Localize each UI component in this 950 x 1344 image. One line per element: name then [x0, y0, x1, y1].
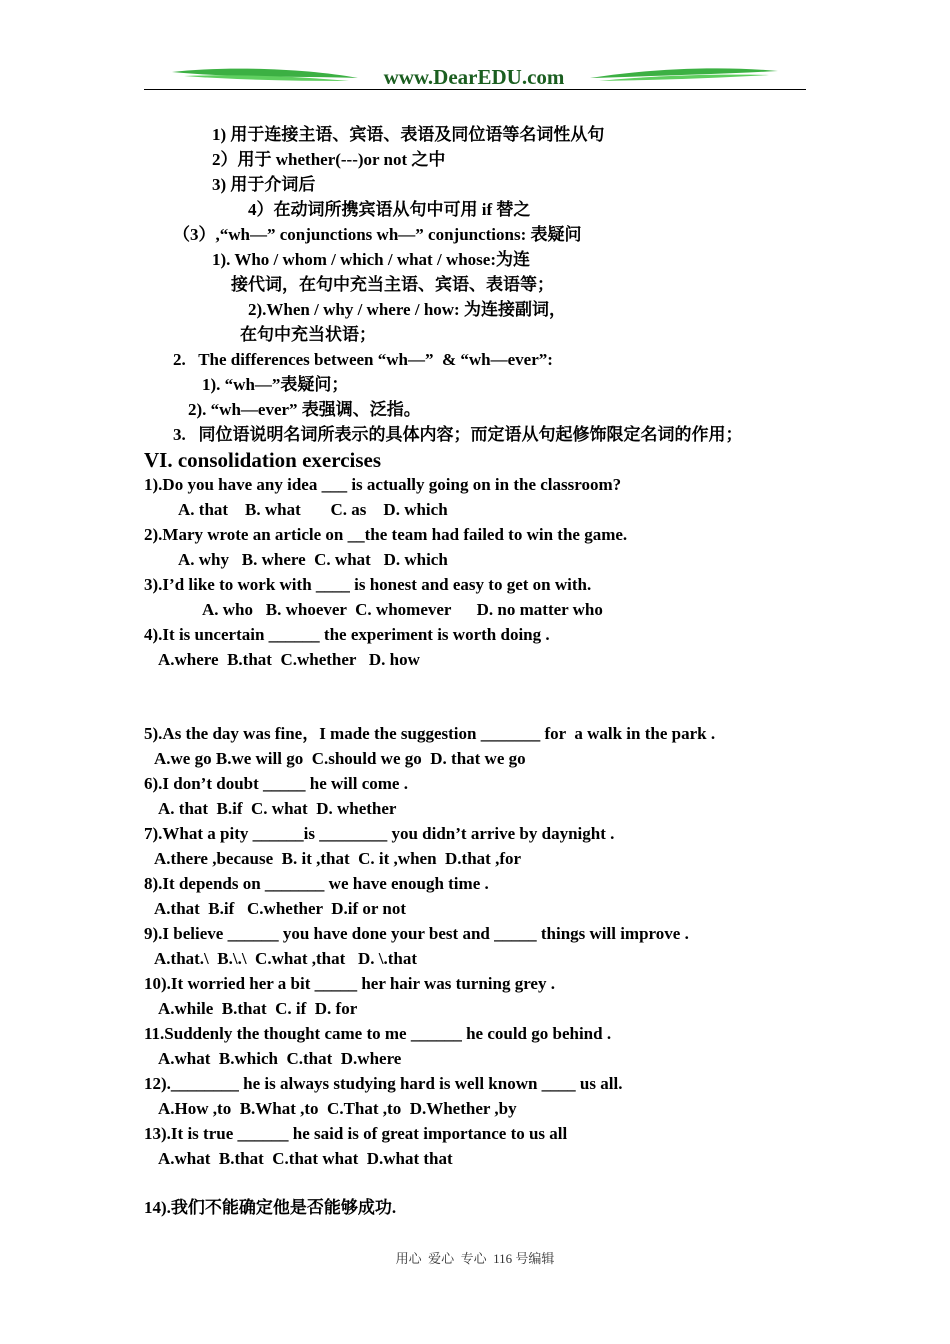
options-line: A.what B.that C.that what D.what that	[158, 1149, 453, 1168]
options-line: A. that B.if C. what D. whether	[158, 799, 397, 818]
question-line: 7).What a pity ______is ________ you didn’t arrive by daynight .	[144, 824, 615, 843]
note-line: 在句中充当状语；	[240, 325, 376, 344]
page-footer: 用心 爱心 专心 116 号编辑	[395, 1251, 555, 1266]
options-line: A. who B. whoever C. whomever D. no matter who	[202, 600, 603, 619]
question-line: 9).I believe ______ you have done your best and _____ things will improve .	[144, 924, 689, 943]
options-line: A.while B.that C. if D. for	[158, 999, 358, 1018]
options-line: A.we go B.we will go C.should we go D. that we go	[154, 749, 526, 768]
header-logo-banner	[144, 62, 806, 92]
options-line: A.there ,because B. it ,that C. it ,when D.that ,for	[154, 849, 522, 868]
note-line: 1). Who / whom / which / what / whose:为连	[212, 250, 530, 269]
note-line: （3）,“wh—” conjunctions wh—” conjunctions: 表疑问	[173, 225, 582, 244]
options-line: A.that B.if C.whether D.if or not	[154, 899, 406, 918]
note-line: 1) 用于连接主语、宾语、表语及同位语等名词性从句	[212, 125, 605, 144]
note-line: 接代词，在句中充当主语、宾语、表语等；	[231, 275, 554, 294]
options-line: A.that.\ B.\.\ C.what ,that D. \.that	[154, 949, 418, 968]
options-line: A.where B.that C.whether D. how	[158, 650, 420, 669]
section-title: VI. consolidation exercises	[144, 448, 382, 472]
question-line: 13).It is true ______ he said is of great importance to us all	[144, 1124, 568, 1143]
question-line: 11.Suddenly the thought came to me ______ he could go behind .	[144, 1024, 612, 1043]
dearedu-logo	[144, 62, 806, 92]
header-divider	[144, 89, 806, 90]
translation-question: 14).我们不能确定他是否能够成功.	[144, 1198, 397, 1217]
note-line: 2. The differences between “wh—” & “wh—ever”:	[173, 350, 553, 369]
note-line: 3. 同位语说明名词所表示的具体内容；而定语从句起修饰限定名词的作用；	[173, 425, 743, 444]
question-line: 3).I’d like to work with ____ is honest and easy to get on with.	[144, 575, 592, 594]
question-line: 12).________ he is always studying hard is well known ____ us all.	[144, 1074, 623, 1093]
question-line: 6).I don’t doubt _____ he will come .	[144, 774, 408, 793]
note-line: 2).When / why / where / how: 为连接副词，	[248, 300, 566, 319]
options-line: A. that B. what C. as D. which	[178, 500, 448, 519]
note-line: 2). “wh—ever” 表强调、泛指。	[188, 400, 421, 419]
question-line: 5).As the day was fine，I made the suggestion _______ for a walk in the park .	[144, 724, 716, 743]
logo-text: www.DearEDU.com	[383, 65, 565, 89]
note-line: 4）在动词所携宾语从句中可用 if 替之	[248, 200, 531, 219]
note-line: 3) 用于介词后	[212, 175, 316, 194]
question-line: 10).It worried her a bit _____ her hair was turning grey .	[144, 974, 555, 993]
note-line: 2）用于 whether(---)or not 之中	[212, 150, 446, 169]
question-line: 8).It depends on _______ we have enough time .	[144, 874, 489, 893]
options-line: A.what B.which C.that D.where	[158, 1049, 402, 1068]
options-line: A.How ,to B.What ,to C.That ,to D.Whether ,by	[158, 1099, 517, 1118]
question-line: 4).It is uncertain ______ the experiment is worth doing .	[144, 625, 550, 644]
options-line: A. why B. where C. what D. which	[178, 550, 448, 569]
note-line: 1). “wh—”表疑问；	[202, 375, 349, 394]
question-line: 1).Do you have any idea ___ is actually going on in the classroom?	[144, 475, 622, 494]
question-line: 2).Mary wrote an article on __the team had failed to win the game.	[144, 525, 628, 544]
